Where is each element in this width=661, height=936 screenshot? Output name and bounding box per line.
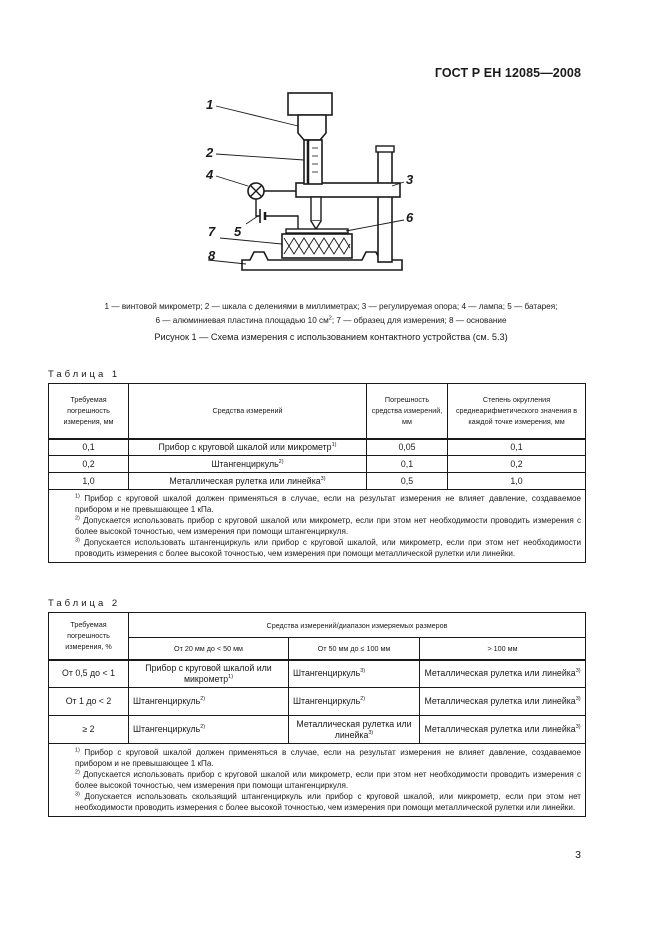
table-row [49, 688, 586, 716]
figure-label-8: 8 [208, 248, 216, 263]
t2-cell-text: Штангенциркуль [133, 724, 201, 734]
figure-label-3: 3 [406, 172, 414, 187]
t2-cell [420, 716, 586, 744]
t2-cell [289, 660, 420, 688]
apparatus-drawing [190, 88, 430, 288]
t1-footnotes [49, 490, 586, 563]
t2-cell [289, 688, 420, 716]
t2-footnote-text: Допускается использовать скользящий штангенциркуль или прибор с круговой шкалой, или микрометр, если при этом нет необходимости проводить измерения с более высокой точностью, чем измерения при помощи металлической рулетки или линейки. [75, 792, 582, 812]
figure-label-5: 5 [234, 224, 242, 239]
t1-footnote-text: Допускается использовать штангенциркуль или прибор с круговой шкалой, или микрометр, если при этом нет необходимости проводить измерения с более высокой точностью, чем измерения при помощи металлической рулетки или линейки. [75, 538, 582, 558]
t2-cell-text: Металлическая рулетка или линейка [424, 696, 576, 706]
t1-header-rounding: Степень округления среднеарифметического значения в каждой точке измерения, мм [448, 384, 586, 439]
t1-footnote-mark: 2) [75, 515, 80, 522]
t1-footnote-text: Прибор с круговой шкалой должен применяться в случае, если на результат измерения не влияет давление, создаваемое прибором и не превышающее 1 кПа. [75, 494, 582, 514]
table-row [49, 456, 586, 473]
legend-line-2-end: ; 7 — образец для измерения; 8 — основание [331, 316, 507, 325]
legend-sup: 2 [328, 315, 332, 322]
t1-cell-accuracy: 0,1 [49, 439, 129, 456]
figure-label-2: 2 [206, 145, 214, 160]
t2-cell [420, 688, 586, 716]
t2-footnote-ref: 1) [228, 673, 234, 680]
t2-footnote-ref: 2) [360, 696, 366, 703]
t1-footnote-ref: 3) [320, 475, 326, 482]
t2-cell-accuracy: ≥ 2 [49, 716, 129, 744]
t2-subheader-range-2: От 50 мм до ≤ 100 мм [289, 638, 420, 660]
t2-footnote-text: Прибор с круговой шкалой должен применяться в случае, если на результат измерения не влияет давление, создаваемое прибором и не превышающее 1 кПа. [75, 748, 582, 768]
t2-footnote-mark: 3) [75, 791, 80, 798]
table-1 [48, 383, 586, 563]
t2-cell-text: Штангенциркуль [293, 668, 361, 679]
t2-footnote-mark: 2) [75, 769, 80, 776]
t2-footnote-ref: 3) [575, 724, 581, 731]
t1-header-instrument: Средства измерений [129, 384, 367, 439]
table-row [49, 660, 586, 688]
t2-subheader-range-3: > 100 мм [420, 638, 586, 660]
t2-cell-accuracy: От 0,5 до < 1 [49, 660, 129, 688]
figure-label-1: 1 [206, 97, 214, 112]
t1-cell-instrument [129, 473, 367, 490]
t2-subheader-range-1: От 20 мм до < 50 мм [129, 638, 289, 660]
t2-cell [129, 688, 289, 716]
t2-cell-text: Металлическая рулетка или линейка [424, 724, 576, 734]
table1-label: Таблица 1 [48, 369, 121, 380]
t1-footnote-ref: 2) [278, 458, 284, 465]
table-row [49, 716, 586, 744]
t1-header-accuracy: Требуемая погрешность измерения, мм [49, 384, 129, 439]
t1-instrument-text: Прибор с круговой шкалой или микрометр [158, 441, 332, 452]
table-row [49, 473, 586, 490]
t1-footnote [53, 537, 581, 559]
legend-line-2 [48, 314, 614, 328]
legend-line-2-start: 6 — алюминиевая пластина площадью 10 см [155, 316, 329, 325]
t2-cell [289, 716, 420, 744]
t2-footnote [53, 791, 581, 813]
t1-footnote-text: Допускается использовать прибор с круговой шкалой или микрометр, если при этом нет необходимости проводить измерения с более высокой точностью, чем измерения при помощи штангенциркуля. [75, 516, 582, 536]
t2-footnote [53, 769, 581, 791]
figure-legend [48, 300, 614, 328]
figure-label-4: 4 [206, 167, 214, 182]
t2-cell-text: Штангенциркуль [293, 696, 361, 706]
standard-designation: ГОСТ Р ЕН 12085—2008 [434, 66, 581, 80]
t1-cell-error: 0,1 [367, 456, 448, 473]
figure-label-6: 6 [406, 210, 414, 225]
t1-cell-instrument [129, 456, 367, 473]
figure-measuring-apparatus [190, 88, 430, 288]
t2-cell-text: Металлическая рулетка или линейка [424, 668, 576, 679]
t1-cell-error: 0,05 [367, 439, 448, 456]
t1-footnote [53, 493, 581, 515]
t1-header-error: Погрешность средства измерений, мм [367, 384, 448, 439]
table2-label: Таблица 2 [48, 598, 121, 609]
figure-label-7: 7 [208, 224, 216, 239]
table-row [49, 439, 586, 456]
t2-cell-text: Штангенциркуль [133, 696, 201, 706]
t1-cell-rounding: 0,1 [448, 439, 586, 456]
figure-caption: Рисунок 1 — Схема измерения с использованием контактного устройства (см. 5.3) [154, 332, 508, 342]
t2-cell-text: Металлическая рулетка или линейка [296, 718, 412, 740]
t2-footnote-text: Допускается использовать прибор с круговой шкалой или микрометр, если при этом нет необходимости проводить измерения с более высокой точностью, чем измерения при помощи штангенциркуля. [75, 770, 582, 790]
t1-cell-error: 0,5 [367, 473, 448, 490]
t2-footnote-ref: 3) [575, 668, 581, 675]
t2-footnote-ref: 3) [575, 696, 581, 703]
t2-footnote-ref: 2) [200, 696, 206, 703]
t1-footnote-mark: 1) [75, 493, 80, 500]
t2-cell-text: Прибор с круговой шкалой или микрометр [145, 662, 272, 684]
t2-cell-accuracy: От 1 до < 2 [49, 688, 129, 716]
t2-footnote-mark: 1) [75, 747, 80, 754]
t1-cell-rounding: 1,0 [448, 473, 586, 490]
t2-footnote-ref: 3) [368, 729, 374, 736]
t1-instrument-text: Штангенциркуль [211, 458, 279, 469]
t2-footnote [53, 747, 581, 769]
t1-cell-accuracy: 1,0 [49, 473, 129, 490]
table-2 [48, 612, 586, 817]
t2-cell [129, 716, 289, 744]
t2-footnote-ref: 2) [200, 724, 206, 731]
t2-header-group: Средства измерений/диапазон измеряемых размеров [129, 613, 586, 638]
t1-footnote-mark: 3) [75, 537, 80, 544]
t1-cell-rounding: 0,2 [448, 456, 586, 473]
page-number: 3 [575, 849, 581, 861]
t2-header-accuracy: Требуемая погрешность измерения, % [49, 613, 129, 660]
t2-cell [420, 660, 586, 688]
legend-line-1: 1 — винтовой микрометр; 2 — шкала с делениями в миллиметрах; 3 — регулируемая опора; 4 — лампа; 5 — батарея; [104, 302, 558, 311]
t2-footnote-ref: 3) [360, 668, 366, 675]
t2-footnotes [49, 744, 586, 817]
t1-footnote-ref: 1) [331, 441, 337, 448]
t1-cell-accuracy: 0,2 [49, 456, 129, 473]
t1-footnote [53, 515, 581, 537]
t1-instrument-text: Металлическая рулетка или линейка [169, 475, 321, 486]
t2-cell [129, 660, 289, 688]
t1-cell-instrument [129, 439, 367, 456]
